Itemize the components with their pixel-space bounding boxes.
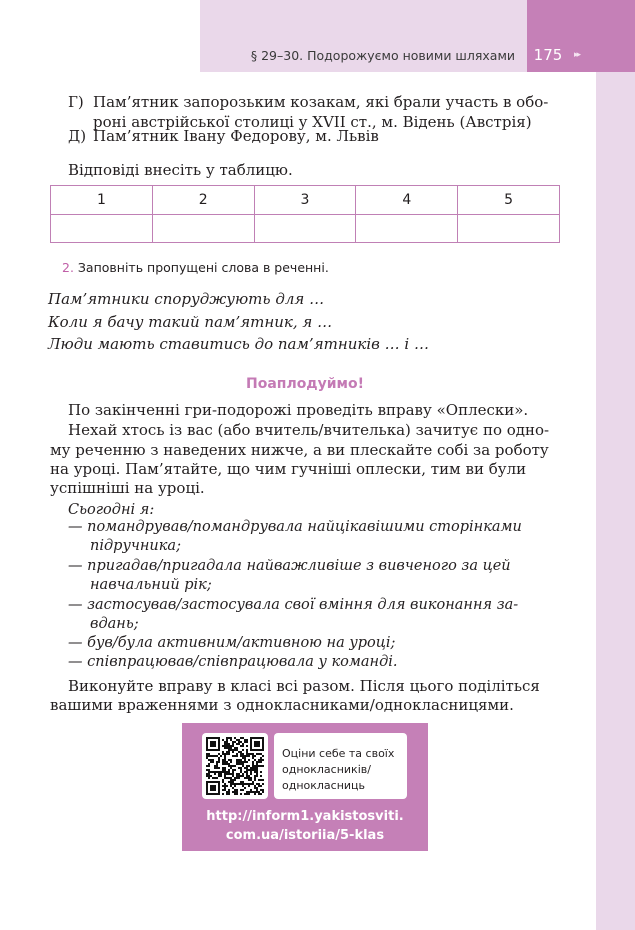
list-line: — співпрацював/співпрацювала у команді.: [68, 654, 398, 670]
answer-table: [50, 185, 560, 243]
answer-cell[interactable]: [254, 215, 356, 243]
para-line: успішніші на уроці.: [50, 479, 205, 497]
option-text-line: Пам’ятник запорозьким козакам, які брали участь в обо-: [93, 93, 549, 111]
url-line[interactable]: com.ua/istoriia/5-klas: [225, 828, 385, 843]
today-label: Сьогодні я:: [68, 502, 155, 518]
task-2: [62, 260, 329, 275]
list-line: вдань;: [90, 616, 139, 632]
sentence-1: Пам’ятники споруджують для …: [48, 290, 325, 308]
caption-line: однокласниць: [282, 779, 366, 792]
caption-line: однокласників/: [282, 763, 371, 776]
list-line: — помандрував/помандрувала найцікавішими сторінками: [68, 519, 522, 535]
list-line: підручника;: [90, 538, 181, 554]
list-line: навчальний рік;: [90, 577, 212, 593]
page-number: 175: [533, 46, 563, 64]
qr-code-icon[interactable]: [206, 737, 264, 795]
resource-link[interactable]: [182, 807, 428, 845]
qr-code-frame[interactable]: [202, 733, 268, 799]
table-header-cell: 5: [458, 186, 560, 215]
section-title: Поаплодуймо!: [245, 376, 364, 392]
para-line: Нехай хтось із вас (або вчитель/вчителька) зачитує по одно-: [68, 421, 550, 439]
option-text-line: Пам’ятник Івану Федорову, м. Львів: [93, 127, 379, 145]
task-number: 2.: [62, 260, 74, 275]
answer-cell[interactable]: [51, 215, 153, 243]
page-side-strip: [596, 0, 635, 930]
table-header-cell: 2: [152, 186, 254, 215]
caption-line: Оціни себе та своїх: [282, 747, 395, 760]
self-assessment-box: [182, 723, 428, 851]
closing-line: Виконуйте вправу в класі всі разом. Після цього поділіться: [68, 677, 540, 695]
table-header-cell: 3: [254, 186, 356, 215]
list-line: — застосував/застосувала свої вміння для виконання за-: [68, 597, 519, 613]
url-line[interactable]: http://inform1.yakistosviti.: [206, 809, 404, 824]
list-line: — був/була активним/активною на уроці;: [68, 635, 396, 651]
table-header-row: [51, 186, 560, 215]
table-header-cell: 1: [51, 186, 153, 215]
option-label: Г): [68, 93, 84, 111]
caption-box: [274, 733, 407, 799]
next-arrows-icon: ▸▸: [574, 50, 580, 60]
closing-line: вашими враженнями з однокласниками/однокласницями.: [50, 696, 514, 714]
running-title: § 29–30. Подорожуємо новими шляхами: [250, 48, 515, 63]
section-intro: По закінченні гри-подорожі проведіть вправу «Оплески».: [68, 401, 529, 419]
para-line: на уроці. Пам’ятайте, що чим гучніші оплески, тим ви були: [50, 460, 527, 478]
sentence-3: Люди мають ставитись до пам’ятників … і …: [48, 335, 429, 353]
sentence-2: Коли я бачу такий пам’ятник, я …: [48, 313, 333, 331]
list-line: — пригадав/пригадала найважливіше з вивченого за цей: [68, 558, 511, 574]
answer-cell[interactable]: [356, 215, 458, 243]
answer-cell[interactable]: [458, 215, 560, 243]
para-line: му реченню з наведених нижче, а ви плескайте собі за роботу: [50, 441, 549, 459]
table-answer-row: [51, 215, 560, 243]
answer-cell[interactable]: [152, 215, 254, 243]
option-text-line: роні австрійської столиці у XVII ст., м. Відень (Австрія): [93, 113, 532, 131]
task-text: Заповніть пропущені слова в реченні.: [77, 260, 329, 275]
table-instruction: Відповіді внесіть у таблицю.: [68, 161, 293, 179]
table-header-cell: 4: [356, 186, 458, 215]
option-label: Д): [68, 127, 87, 145]
